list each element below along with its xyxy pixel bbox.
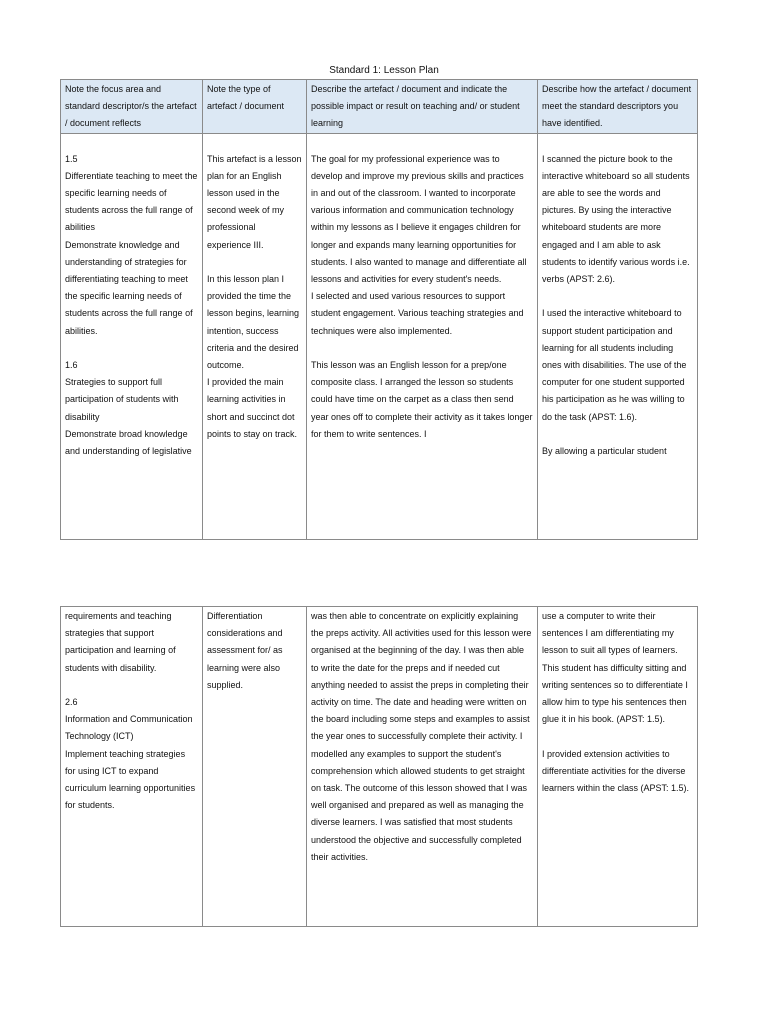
cell-artefact-type-continued: Differentiation considerations and assessment for/ as learning were also supplied. [203, 607, 307, 927]
cell-artefact-description-continued: was then able to concentrate on explicitly explaining the preps activity. All activities used for this lesson were organised at the beginning of the day. I was then able to write the date for the preps and if needed cut anything needed to assist the preps in completing their activity on time. The date and heading were written on the board including some steps and examples to assist the year ones to successfully complete their activity. I modelled any examples to support the student's comprehension which allowed students to get straight on task. The outcome of this lesson showed that I was well organised and prepared as well as managing the diverse learners. I was satisfied that most students understood the objective and successfully completed their activities. [307, 607, 538, 927]
header-artefact-description: Describe the artefact / document and indicate the possible impact or result on teaching and/ or student learning [307, 80, 538, 134]
lesson-plan-table-page-2 [60, 606, 698, 927]
table-header-row [61, 80, 698, 134]
table-row [61, 607, 698, 927]
header-focus-area: Note the focus area and standard descriptor/s the artefact / document reflects [61, 80, 203, 134]
cell-artefact-type: This artefact is a lesson plan for an English lesson used in the second week of my professional experience III. In this lesson plan I provided the time the lesson begins, learning intention, success criteria and the desired outcome. I provided the main learning activities in short and succinct dot points to stay on track. [203, 133, 307, 539]
cell-artefact-description: The goal for my professional experience was to develop and improve my previous skills and practices in and out of the classroom. I wanted to incorporate various information and communication technology within my lessons as I believe it engages children for longer and expands many learning opportunities for students. I also wanted to manage and differentiate all lessons and activities for every student's needs. I selected and used various resources to support student engagement. Various teaching strategies and techniques were also implemented. This lesson was an English lesson for a prep/one composite class. I arranged the lesson so students could have time on the carpet as a class then send year ones off to complete their activity as it takes longer for them to write sentences. I [307, 133, 538, 539]
page-title: Standard 1: Lesson Plan [329, 65, 439, 76]
header-artefact-type: Note the type of artefact / document [203, 80, 307, 134]
cell-standard-descriptors: I scanned the picture book to the interactive whiteboard so all students are able to see the words and pictures. By using the interactive whiteboard students are more engaged and I am able to ask students to identify various words i.e. verbs (APST: 2.6). I used the interactive whiteboard to support student participation and learning for all students including ones with disabilities. The use of the computer for one student supported his participation as he was willing to do the task (APST: 1.6). By allowing a particular student [538, 133, 698, 539]
table-row [61, 133, 698, 539]
cell-focus-area-continued: requirements and teaching strategies that support participation and learning of students with disability. 2.6 Information and Communication Technology (ICT) Implement teaching strategies for using ICT to expand curriculum learning opportunities for students. [61, 607, 203, 927]
header-standard-descriptors: Describe how the artefact / document meet the standard descriptors you have identified. [538, 80, 698, 134]
cell-standard-descriptors-continued: use a computer to write their sentences I am differentiating my lesson to suit all types of learners. This student has difficulty sitting and writing sentences so to differentiate I allow him to type his sentences then glue it in his book. (APST: 1.5). I provided extension activities to differentiate activities for the diverse learners within the class (APST: 1.5). [538, 607, 698, 927]
cell-focus-area: 1.5 Differentiate teaching to meet the specific learning needs of students across the full range of abilities Demonstrate knowledge and understanding of strategies for differentiating teaching to meet the specific learning needs of students across the full range of abilities. 1.6 Strategies to support full participation of students with disability Demonstrate broad knowledge and understanding of legislative [61, 133, 203, 539]
lesson-plan-table-page-1 [60, 79, 698, 540]
